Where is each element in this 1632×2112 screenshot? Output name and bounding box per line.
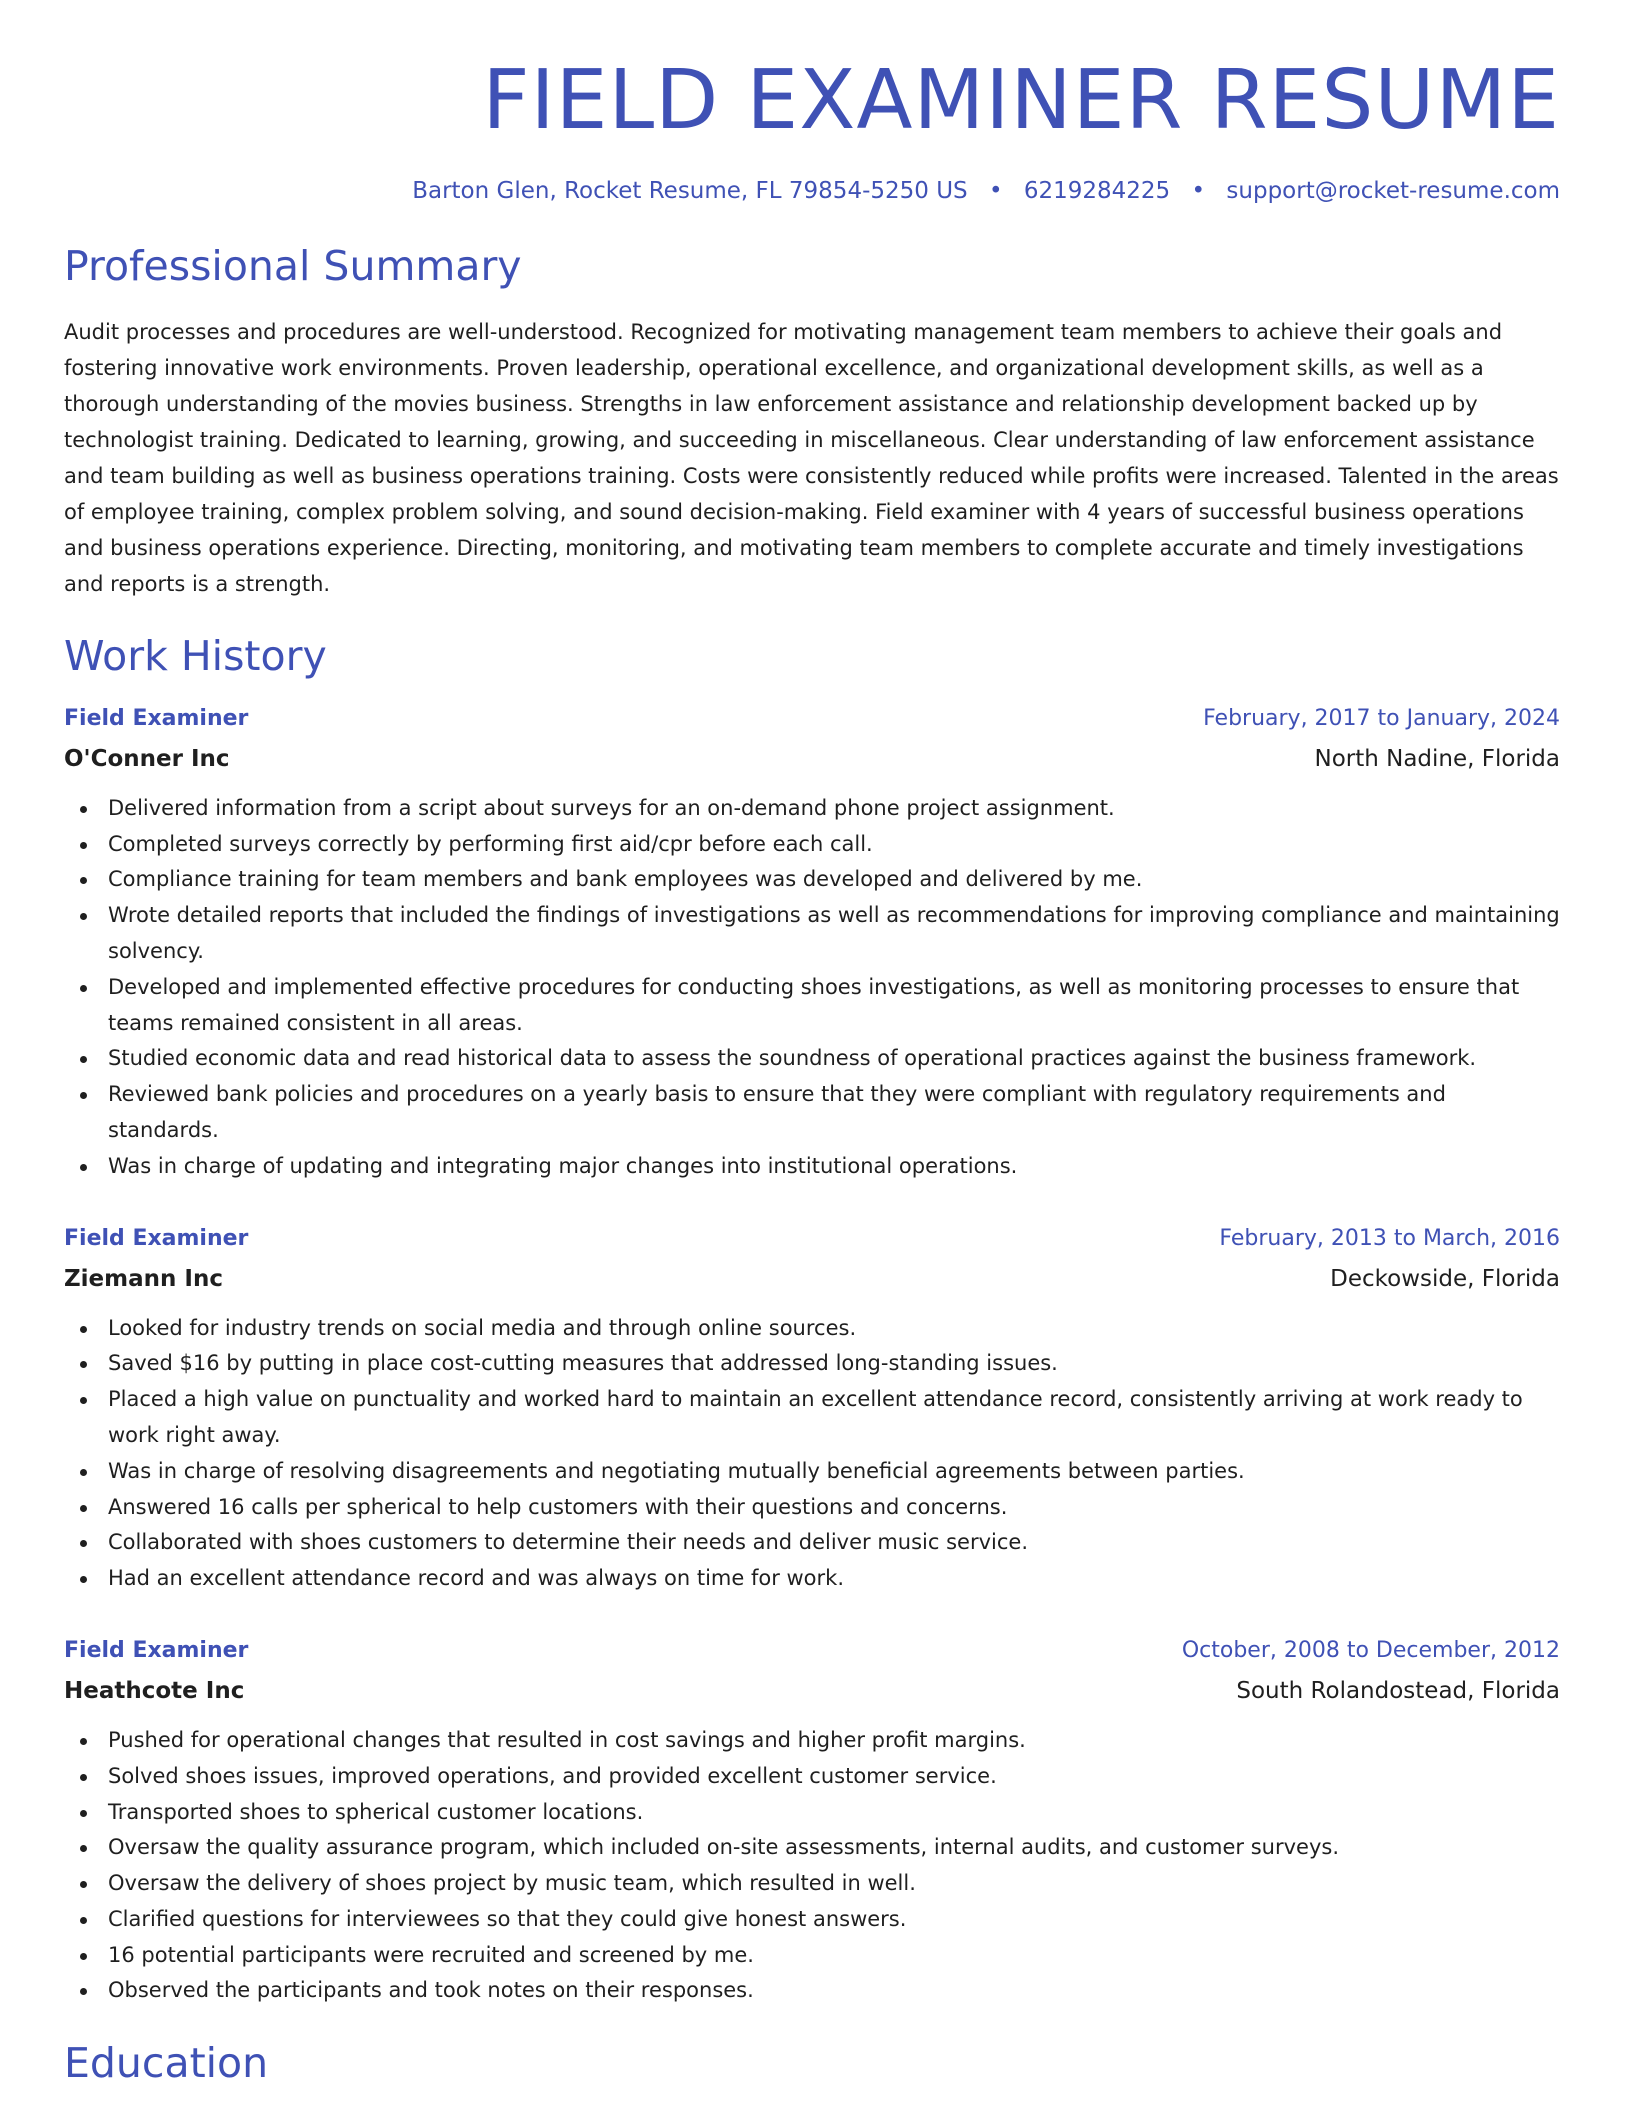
section-title-education: Education bbox=[64, 2039, 269, 2088]
resume-page bbox=[64, 0, 1560, 2088]
contact-phone: 6219284225 bbox=[1023, 178, 1171, 205]
job-bullet: Wrote detailed reports that included the findings of investigations as well as recommendations for improving compliance and maintaining solvency. bbox=[108, 898, 1560, 970]
job-bullet: Collaborated with shoes customers to determine their needs and deliver music service. bbox=[108, 1525, 1560, 1561]
job-location: North Nadine, Florida bbox=[1314, 745, 1560, 772]
job-company-row bbox=[64, 737, 1560, 777]
job-bullets bbox=[64, 1723, 1560, 2009]
job-bullet: Developed and implemented effective procedures for conducting shoes investigations, as well as monitoring processes to ensure that teams remained consistent in all areas. bbox=[108, 970, 1560, 1042]
job-header-row bbox=[64, 701, 1560, 737]
job-bullet: Clarified questions for interviewees so that they could give honest answers. bbox=[108, 1902, 1560, 1938]
contact-separator: • bbox=[988, 178, 1003, 205]
job-company-row bbox=[64, 1669, 1560, 1709]
job-dates: February, 2013 to March, 2016 bbox=[1219, 1225, 1560, 1251]
job-bullet: 16 potential participants were recruited and screened by me. bbox=[108, 1938, 1560, 1974]
job-title: Field Examiner bbox=[64, 705, 249, 731]
job-bullet: Had an excellent attendance record and was always on time for work. bbox=[108, 1561, 1560, 1597]
section-title-work-history: Work History bbox=[64, 631, 327, 680]
job-bullet: Was in charge of resolving disagreements and negotiating mutually beneficial agreements between parties. bbox=[108, 1454, 1560, 1490]
job-entry bbox=[64, 701, 1560, 1185]
job-location: Deckowside, Florida bbox=[1330, 1265, 1560, 1292]
job-header-row bbox=[64, 1633, 1560, 1669]
job-title: Field Examiner bbox=[64, 1225, 249, 1251]
job-bullet: Observed the participants and took notes on their responses. bbox=[108, 1973, 1560, 2009]
job-bullet: Studied economic data and read historical data to assess the soundness of operational practices against the business framework. bbox=[108, 1041, 1560, 1077]
job-bullet: Compliance training for team members and bank employees was developed and delivered by me. bbox=[108, 862, 1560, 898]
job-bullet: Delivered information from a script about surveys for an on-demand phone project assignment. bbox=[108, 791, 1560, 827]
job-bullet: Transported shoes to spherical customer locations. bbox=[108, 1795, 1560, 1831]
job-bullet: Saved $16 by putting in place cost-cutting measures that addressed long-standing issues. bbox=[108, 1346, 1560, 1382]
job-bullets bbox=[64, 1311, 1560, 1597]
contact-email[interactable]: support@rocket-resume.com bbox=[1226, 178, 1560, 205]
job-bullet: Solved shoes issues, improved operations, and provided excellent customer service. bbox=[108, 1759, 1560, 1795]
job-bullet: Pushed for operational changes that resulted in cost savings and higher profit margins. bbox=[108, 1723, 1560, 1759]
job-bullet: Oversaw the delivery of shoes project by music team, which resulted in well. bbox=[108, 1866, 1560, 1902]
job-title: Field Examiner bbox=[64, 1637, 249, 1663]
job-dates: February, 2017 to January, 2024 bbox=[1203, 705, 1560, 731]
job-dates: October, 2008 to December, 2012 bbox=[1181, 1637, 1560, 1663]
job-bullet: Oversaw the quality assurance program, which included on-site assessments, internal audits, and customer surveys. bbox=[108, 1830, 1560, 1866]
job-company: Ziemann Inc bbox=[64, 1265, 223, 1292]
contact-address: Barton Glen, Rocket Resume, FL 79854-5250 US bbox=[412, 178, 968, 205]
job-bullet: Looked for industry trends on social media and through online sources. bbox=[108, 1311, 1560, 1347]
job-company: O'Conner Inc bbox=[64, 745, 230, 772]
job-bullet: Answered 16 calls per spherical to help customers with their questions and concerns. bbox=[108, 1490, 1560, 1526]
job-bullet: Was in charge of updating and integrating major changes into institutional operations. bbox=[108, 1149, 1560, 1185]
job-bullets bbox=[64, 791, 1560, 1185]
summary-text: Audit processes and procedures are well-understood. Recognized for motivating management team members to achieve their goals and fostering innovative work environments. Proven leadership, operational excellence, and organizational development skills, as well as a thorough understanding of the movies business. Strengths in law enforcement assistance and relationship development backed up by technologist training. Dedicated to learning, growing, and succeeding in miscellaneous. Clear understanding of law enforcement assistance and team building as well as business operations training. Costs were consistently reduced while profits were increased. Talented in the areas of employee training, complex problem solving, and sound decision-making. Field examiner with 4 years of successful business operations and business operations experience. Directing, monitoring, and motivating team members to complete accurate and timely investigations and reports is a strength. bbox=[64, 319, 1559, 596]
job-entry bbox=[64, 1633, 1560, 2009]
resume-title: FIELD EXAMINER RESUME bbox=[482, 53, 1560, 148]
job-bullet: Placed a high value on punctuality and worked hard to maintain an excellent attendance record, consistently arriving at work ready to work right away. bbox=[108, 1382, 1560, 1454]
job-entry bbox=[64, 1221, 1560, 1597]
section-title-summary: Professional Summary bbox=[64, 242, 522, 291]
job-location: South Rolandostead, Florida bbox=[1236, 1677, 1560, 1704]
job-company-row bbox=[64, 1257, 1560, 1297]
job-company: Heathcote Inc bbox=[64, 1677, 245, 1704]
job-bullet: Completed surveys correctly by performing first aid/cpr before each call. bbox=[108, 827, 1560, 863]
job-header-row bbox=[64, 1221, 1560, 1257]
resume-header bbox=[64, 52, 1560, 204]
contact-line bbox=[64, 178, 1560, 204]
job-bullet: Reviewed bank policies and procedures on a yearly basis to ensure that they were compliant with regulatory requirements and standards. bbox=[108, 1077, 1560, 1149]
contact-separator: • bbox=[1191, 178, 1206, 205]
